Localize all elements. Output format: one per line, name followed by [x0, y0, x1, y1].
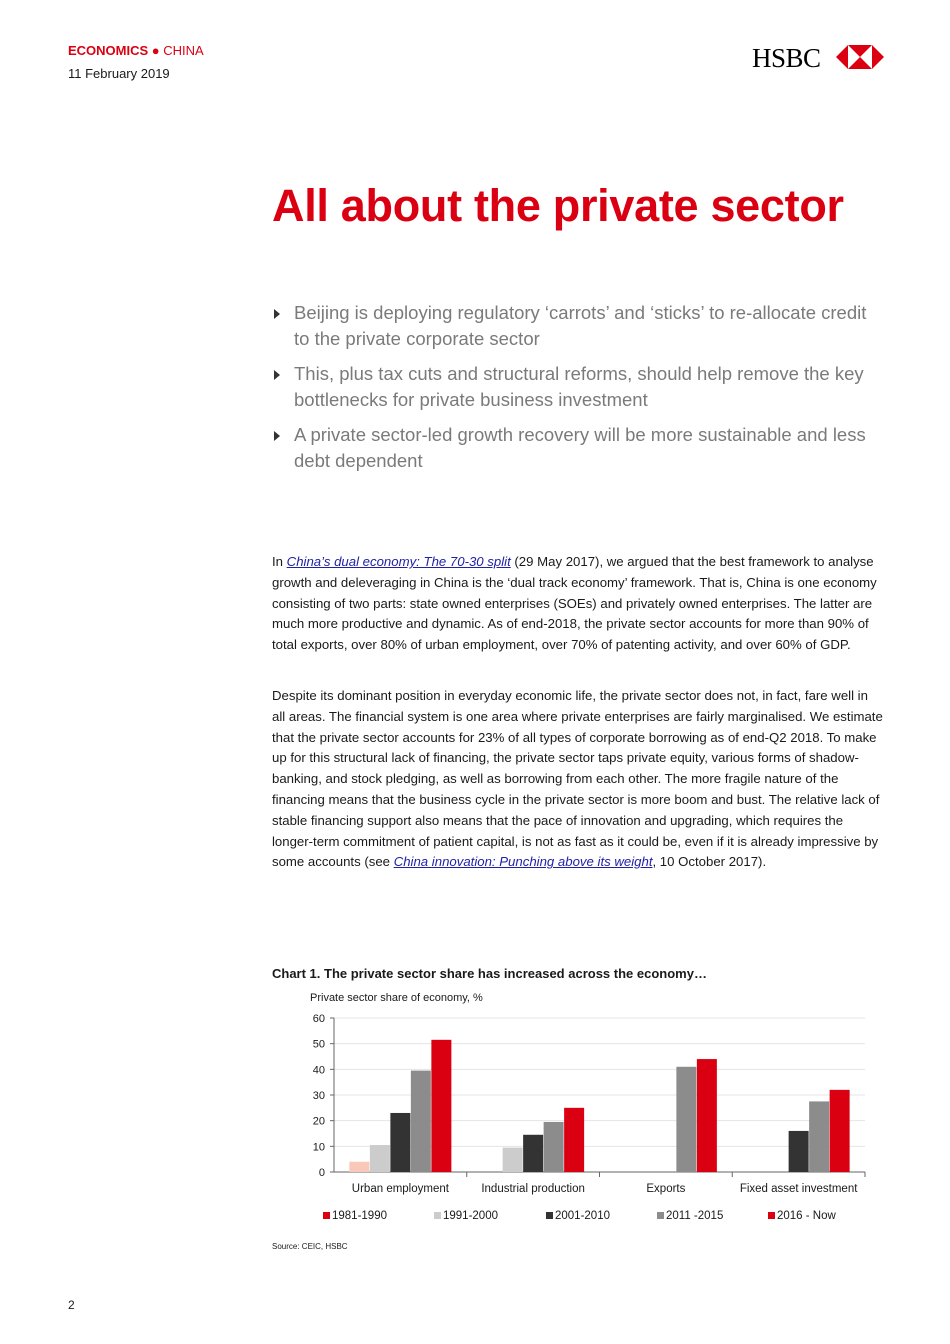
bar: [523, 1135, 543, 1172]
legend-swatch: [323, 1212, 330, 1219]
legend-label: 1991-2000: [443, 1210, 498, 1222]
bar: [411, 1071, 431, 1172]
paragraph-text: , 10 October 2017).: [652, 854, 767, 870]
section-separator: ●: [151, 43, 160, 58]
key-point: [272, 361, 872, 413]
page-title: All about the private sector: [272, 180, 844, 231]
paragraph-text: In: [272, 554, 287, 569]
section-region: CHINA: [163, 43, 204, 58]
bar: [564, 1108, 584, 1172]
key-point: [272, 300, 872, 352]
bar: [503, 1148, 523, 1172]
chart-y-axis-label: Private sector share of economy, %: [310, 992, 483, 1004]
key-points-list: [272, 300, 872, 483]
page-number: 2: [68, 1298, 75, 1312]
bar: [349, 1162, 369, 1172]
y-tick-label: 50: [312, 1038, 325, 1051]
bar: [431, 1040, 451, 1172]
chart-title: Chart 1. The private sector share has increased across the economy…: [272, 966, 707, 981]
x-tick-label: Fixed asset investment: [739, 1183, 858, 1195]
logo-text: HSBC: [752, 43, 821, 73]
legend-label: 2001-2010: [555, 1210, 610, 1222]
bar: [697, 1059, 717, 1172]
y-tick-label: 20: [312, 1115, 325, 1128]
report-link-dual-economy[interactable]: China’s dual economy: The 70-30 split: [286, 554, 511, 569]
bar-chart: [300, 1008, 880, 1233]
legend-swatch: [546, 1212, 553, 1219]
caret-right-icon: [274, 309, 280, 319]
section-name: ECONOMICS: [68, 43, 149, 58]
body-paragraph-2: [272, 686, 884, 873]
key-point-text: A private sector-led growth recovery will be more sustainable and less debt dependent: [294, 424, 866, 471]
paragraph-text: Despite its dominant position in everyday economic life, the private sector does not, in fact, fare well in all areas. The financial system is one area where private enterprises are fairly marginalised. We estimate that the private sector accounts for 23% of all types of corporate borrowing as of end-Q2 2018. To make up for this structural lack of financing, the private sector taps private equity, various forms of shadow-banking, and stock pledging, as well as borrowing from each other. The more fragile nature of the financing means that the business cycle in the private sector is more boom and bust. The relative lack of stable financing support also means that the pace of innovation and upgrading, which requires the longer-term commitment of patient capital, is not as fast as it could be, even if it is already impressive by some accounts (see: [272, 688, 883, 870]
bar: [370, 1145, 390, 1172]
key-point-text: Beijing is deploying regulatory ‘carrots’ and ‘sticks’ to re-allocate credit to the private corporate sector: [294, 302, 867, 349]
bar: [544, 1122, 564, 1172]
bar: [789, 1131, 809, 1172]
bar: [830, 1090, 850, 1172]
chart-source: Source: CEIC, HSBC: [272, 1242, 348, 1251]
y-tick-label: 60: [312, 1013, 325, 1025]
caret-right-icon: [274, 370, 280, 380]
report-date: 11 February 2019: [68, 66, 170, 81]
body-paragraph-1: [272, 552, 884, 656]
legend-swatch: [768, 1212, 775, 1219]
legend-label: 1981-1990: [332, 1210, 387, 1222]
caret-right-icon: [274, 431, 280, 441]
report-link-china-innovation[interactable]: China innovation: Punching above its weight: [393, 854, 653, 870]
legend-swatch: [657, 1212, 664, 1219]
bar: [676, 1067, 696, 1172]
y-tick-label: 0: [318, 1167, 325, 1179]
x-tick-label: Exports: [646, 1183, 686, 1195]
section-label: [68, 43, 204, 58]
key-point-text: This, plus tax cuts and structural reforms, should help remove the key bottlenecks for private business investment: [294, 363, 864, 410]
y-tick-label: 40: [312, 1064, 325, 1077]
bar: [809, 1101, 829, 1172]
key-point: [272, 422, 872, 474]
y-tick-label: 30: [312, 1090, 325, 1102]
x-tick-label: Urban employment: [351, 1183, 449, 1195]
legend-swatch: [434, 1212, 441, 1219]
hexagon-icon: [836, 45, 884, 69]
legend-label: 2016 - Now: [777, 1210, 836, 1222]
hsbc-logo: [752, 43, 884, 73]
bar: [390, 1113, 410, 1172]
x-tick-label: Industrial production: [481, 1183, 585, 1195]
legend-label: 2011 -2015: [666, 1210, 724, 1222]
y-tick-label: 10: [312, 1141, 325, 1154]
paragraph-text: (29 May 2017), we argued that the best framework to analyse growth and deleveraging in China is the ‘dual track economy’ framework. That is, China is one economy consisting of two parts: state owned enterprises (SOEs) and privately owned enterprises. The latter are much more productive and dynamic. As of end-2018, the private sector accounts for more than 90% of total exports, over 80% of urban employment, over 70% of patenting activity, and over 60% of GDP.: [272, 554, 877, 653]
